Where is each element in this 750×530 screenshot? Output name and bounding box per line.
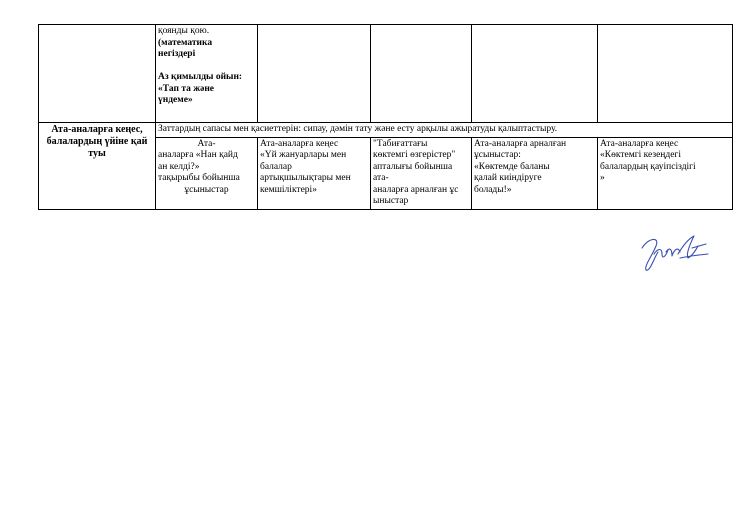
label-line: Ата-аналарға кеңес,: [51, 124, 143, 135]
advice-line: балалардың қауіпсіздігі: [600, 161, 696, 172]
advice-cell: [258, 137, 371, 209]
activity-line: (математика: [158, 37, 213, 48]
goal-text: Заттардың сапасы мен қасиеттерін: сипау, дәмін тату және есту арқылы ажыратуды қалыптастыру.: [158, 124, 558, 134]
empty-label-cell: [39, 25, 156, 123]
advice-line: апталығы бойынша: [373, 161, 453, 172]
label-line: туы: [88, 148, 106, 159]
activity-line: қоянды қою.: [158, 26, 210, 36]
goal-text-cell: [156, 123, 733, 138]
empty-cell: [371, 25, 472, 123]
advice-line: аналарға арналған ұс: [373, 184, 459, 195]
signature-image: [632, 228, 712, 276]
advice-cell: [472, 137, 598, 209]
advice-line: артықшылықтары мен: [260, 173, 351, 183]
advice-line: »: [600, 173, 605, 183]
advice-line: кемшіліктері»: [260, 184, 317, 195]
advice-line: Ата-аналарға арналған: [474, 138, 567, 149]
empty-cell: [258, 25, 371, 123]
label-line: балалардың үйіне қай: [46, 136, 148, 147]
advice-line: ұсыныстар: [184, 184, 229, 195]
activity-line: негіздері: [158, 49, 196, 59]
advice-line: ата-: [373, 173, 389, 183]
goal-row: [39, 123, 733, 138]
spacer-line: [158, 61, 255, 73]
advice-line: балалар: [260, 161, 292, 172]
advice-line: қалай киіндіруге: [474, 173, 542, 183]
advice-line: Ата-аналарға кеңес: [600, 138, 679, 149]
plan-table: [38, 24, 733, 210]
activity-line: үндеме»: [158, 95, 193, 105]
parents-advice-label: [39, 123, 156, 210]
advice-cell: [371, 137, 472, 209]
advice-cell: [156, 137, 258, 209]
advice-line: "Табиғаттағы: [373, 138, 428, 149]
advice-line: ұсыныстар:: [474, 150, 521, 160]
empty-cell: [598, 25, 733, 123]
empty-cell: [472, 25, 598, 123]
advice-line: болады!»: [474, 184, 512, 195]
advice-line: көктемгі өзгерістер": [373, 150, 456, 160]
advice-line: ыныстар: [373, 196, 409, 206]
activity-line: Аз қимылды ойын:: [158, 72, 243, 82]
advice-line: «Көктемгі кезеңдегі: [600, 150, 681, 160]
advice-line: ан келді?»: [158, 161, 200, 172]
advice-cell: [598, 137, 733, 209]
activity-line: «Тап та және: [158, 83, 215, 94]
activities-row: [39, 25, 733, 123]
advice-line: «Үй жануарлары мен: [260, 150, 347, 160]
advice-line: Ата-: [197, 138, 216, 149]
advice-line: аналарға «Нан қайд: [158, 150, 238, 160]
advice-line: «Көктемде баланы: [474, 161, 550, 172]
activity-cell: [156, 25, 258, 123]
advice-line: Ата-аналарға кеңес: [260, 138, 339, 149]
advice-line: тақырыбы бойынша: [158, 173, 240, 183]
